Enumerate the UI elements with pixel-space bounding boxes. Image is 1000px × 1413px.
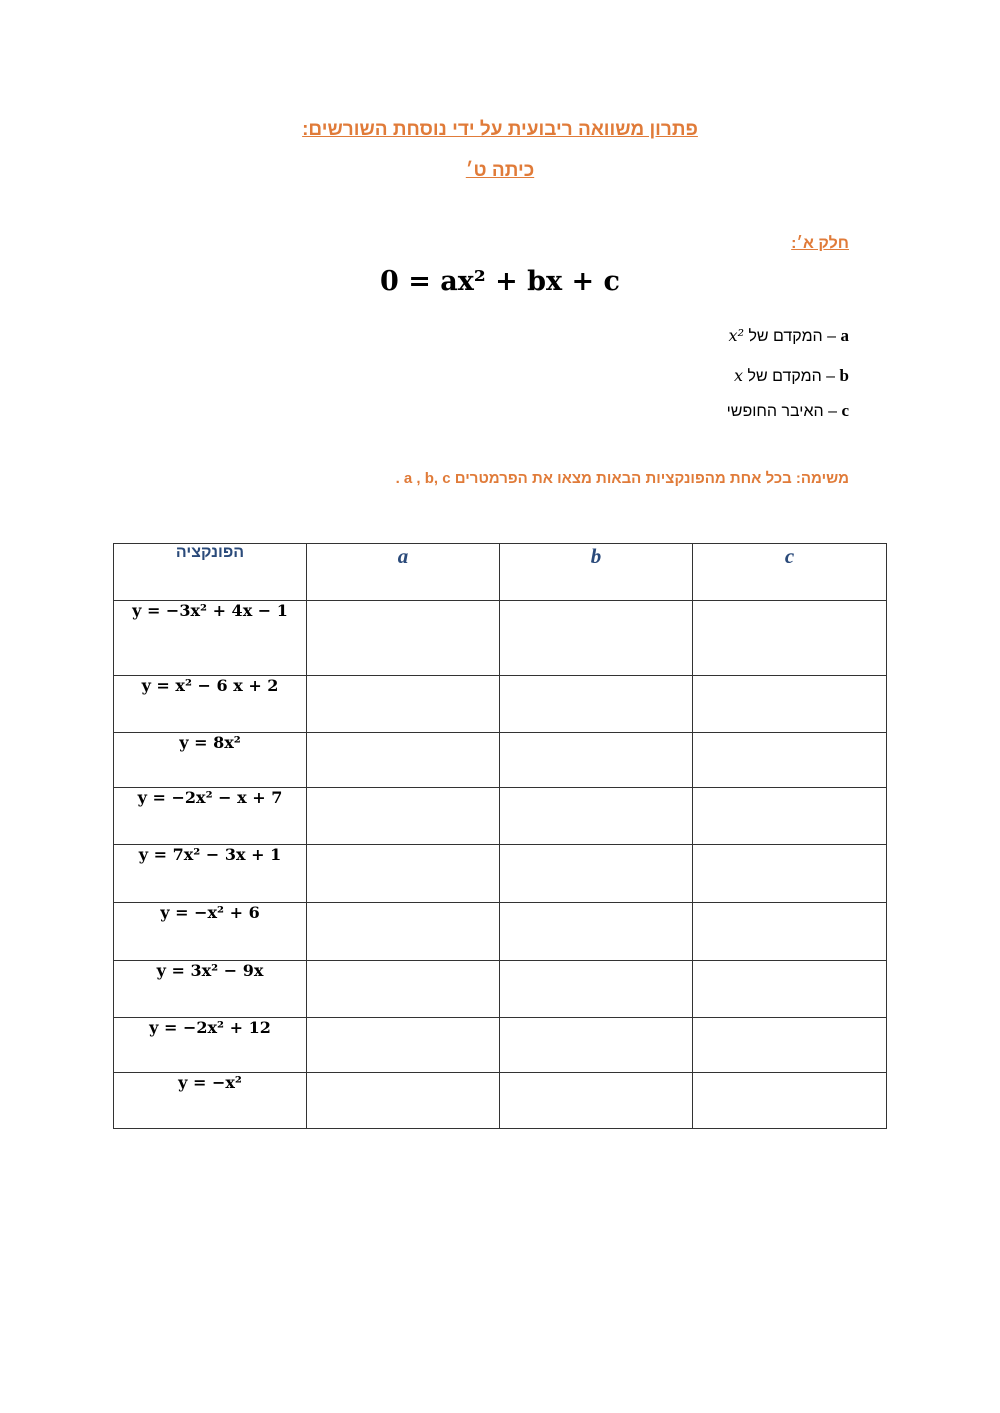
table-row <box>114 903 887 961</box>
definition-text: – האיבר החופשי <box>726 403 837 420</box>
column-header-function: הפונקציה <box>114 544 307 601</box>
column-header-c: c <box>693 544 887 601</box>
definition-text: – המקדם של <box>747 368 836 385</box>
answer-cell-a[interactable] <box>307 961 500 1018</box>
function-cell: y = 7x² − 3x + 1 <box>114 845 307 903</box>
answer-cell-a[interactable] <box>307 788 500 845</box>
answer-cell-b[interactable] <box>500 845 693 903</box>
definition-letter: c <box>841 401 849 420</box>
function-cell: y = −2x² − x + 7 <box>114 788 307 845</box>
answer-cell-a[interactable] <box>307 845 500 903</box>
definition-b <box>734 366 849 386</box>
table-row <box>114 788 887 845</box>
answer-cell-c[interactable] <box>693 733 887 788</box>
definition-a <box>729 326 849 346</box>
definition-letter: a <box>840 326 849 345</box>
table-row <box>114 961 887 1018</box>
answer-cell-c[interactable] <box>693 788 887 845</box>
function-cell: y = 8x² <box>114 733 307 788</box>
worksheet-title: פתרון משוואה ריבועית על ידי נוסחת השורשים: <box>302 119 698 140</box>
answer-cell-c[interactable] <box>693 1073 887 1129</box>
function-cell: y = −x² + 6 <box>114 903 307 961</box>
table-row <box>114 1018 887 1073</box>
answer-cell-b[interactable] <box>500 903 693 961</box>
definition-letter: b <box>839 366 849 385</box>
answer-cell-a[interactable] <box>307 1073 500 1129</box>
column-header-b: b <box>500 544 693 601</box>
table-row <box>114 845 887 903</box>
function-cell: y = −2x² + 12 <box>114 1018 307 1073</box>
answer-cell-a[interactable] <box>307 733 500 788</box>
answer-cell-c[interactable] <box>693 903 887 961</box>
definition-symbol: x² <box>728 326 744 345</box>
definition-c <box>727 401 849 421</box>
answer-cell-a[interactable] <box>307 903 500 961</box>
answer-cell-c[interactable] <box>693 961 887 1018</box>
function-cell: y = −3x² + 4x − 1 <box>114 601 307 676</box>
answer-cell-b[interactable] <box>500 601 693 676</box>
part-label: חלק א׳: <box>791 235 849 252</box>
answer-cell-b[interactable] <box>500 788 693 845</box>
answer-cell-b[interactable] <box>500 676 693 733</box>
answer-cell-c[interactable] <box>693 1018 887 1073</box>
answer-cell-b[interactable] <box>500 961 693 1018</box>
task-instruction: משימה: בכל אחת מהפונקציות הבאות מצאו את הפרמטרים a , b, c . <box>395 470 849 487</box>
table-row <box>114 676 887 733</box>
class-label: כיתה ט׳ <box>465 160 535 181</box>
function-cell: y = −x² <box>114 1073 307 1129</box>
function-cell: y = 3x² − 9x <box>114 961 307 1018</box>
table-row <box>114 1073 887 1129</box>
answer-cell-a[interactable] <box>307 601 500 676</box>
function-cell: y = x² − 6 x + 2 <box>114 676 307 733</box>
answer-cell-b[interactable] <box>500 733 693 788</box>
answer-cell-c[interactable] <box>693 601 887 676</box>
answer-cell-c[interactable] <box>693 676 887 733</box>
table-row <box>114 733 887 788</box>
answer-cell-a[interactable] <box>307 1018 500 1073</box>
definition-symbol: x <box>733 366 744 385</box>
quadratic-formula: 0 = ax² + bx + c <box>380 266 620 297</box>
parameters-table <box>113 543 887 1129</box>
answer-cell-c[interactable] <box>693 845 887 903</box>
answer-cell-a[interactable] <box>307 676 500 733</box>
table-header-row <box>114 544 887 601</box>
answer-cell-b[interactable] <box>500 1018 693 1073</box>
table-row <box>114 601 887 676</box>
definition-text: – המקדם של <box>748 328 837 345</box>
answer-cell-b[interactable] <box>500 1073 693 1129</box>
column-header-a: a <box>307 544 500 601</box>
